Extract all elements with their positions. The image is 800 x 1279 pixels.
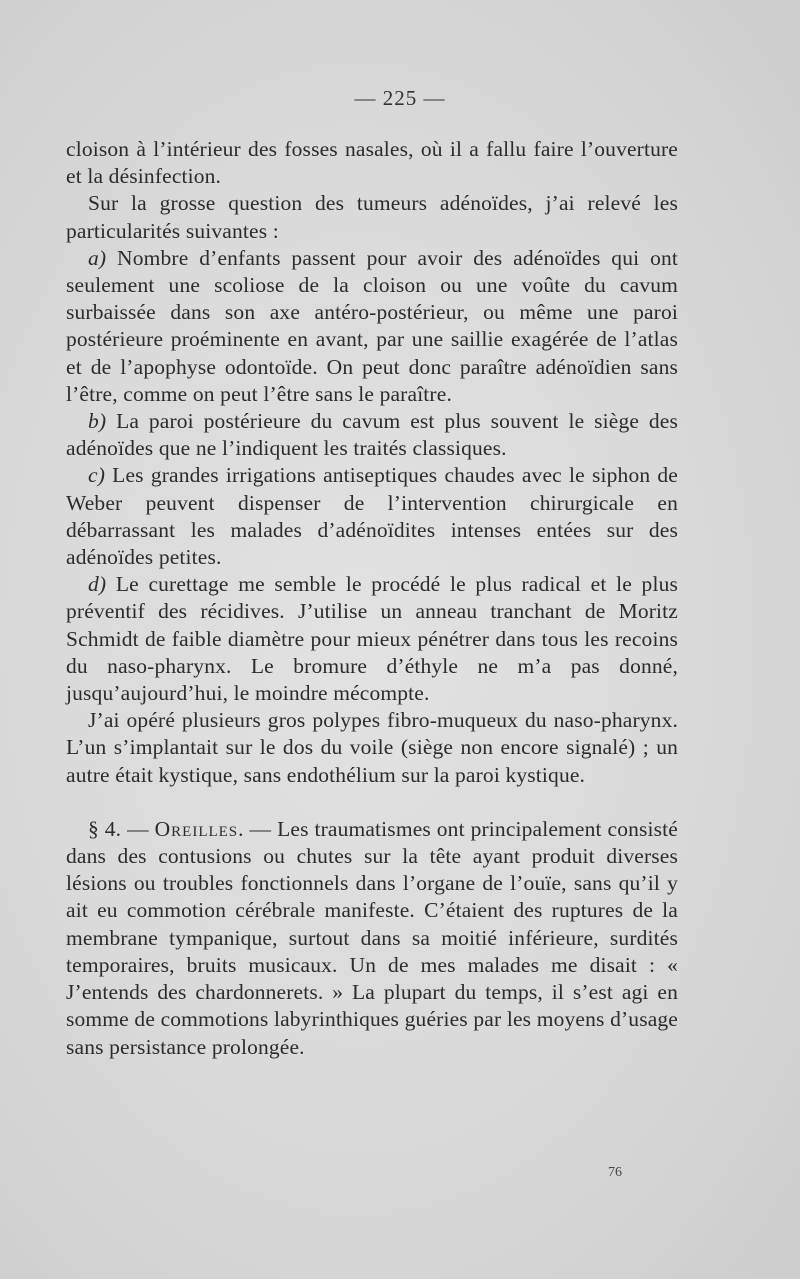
signature-mark: 76 — [608, 1165, 622, 1180]
list-marker: a) — [88, 245, 107, 270]
paragraph-text: Sur la grosse question des tumeurs adénoïdes, j’ai relevé les particularités suivantes : — [66, 191, 678, 243]
paragraph-adenoides-intro — [66, 190, 678, 244]
paragraph-continuation — [66, 136, 678, 190]
list-item-a — [66, 245, 678, 408]
section-oreilles — [66, 816, 678, 1061]
paragraph-text: Nombre d’enfants passent pour avoir des adénoïdes qui ont seulement une scoliose de la cloison ou une voûte du cavum surbaissée dans son axe antéro-postérieur, ou même une paroi postérieure proéminente en avant, par une saillie exagérée de l’atlas et de l’apophyse odontoïde. On peut donc paraître adénoïdien sans l’être, comme on peut l’être sans le paraître. — [66, 245, 678, 406]
paragraph-text: Le curettage me semble le procédé le plus radical et le plus préventif des récidives. J’utilise un anneau tranchant de Moritz Schmidt de faible diamètre pour mieux pénétrer dans tous les recoins du naso-pharynx. Le bromure d’éthyle ne m’a pas donné, jusqu’aujourd’hui, le moindre mécompte. — [66, 572, 678, 706]
paragraph-text: cloison à l’intérieur des fosses nasales, où il a fallu faire l’ouverture et la désinfection. — [66, 137, 678, 189]
section-number: § 4. — — [88, 816, 155, 841]
section-title: Oreilles — [154, 816, 239, 841]
list-item-b — [66, 408, 678, 462]
list-marker: c) — [88, 463, 106, 488]
list-marker: b) — [88, 409, 107, 434]
paragraph-text: Les grandes irrigations antiseptiques chaudes avec le siphon de Weber peuvent dispenser de l’intervention chirurgicale en débarrassant les malades d’adénoïdites intenses entées sur des adénoïdes petites. — [66, 463, 678, 570]
page-number: — 225 — — [354, 86, 446, 110]
section-gap — [66, 789, 678, 816]
section-text: . — Les traumatismes ont principalement consisté dans des contusions ou chutes sur la tête ayant produit diverses lésions ou troubles fonctionnels dans l’organe de l’ouïe, sans qu’il y ait eu commotion cérébrale manifeste. C’étaient des ruptures de la membrane tympanique, surtout dans sa moitié inférieure, surdités temporaires, bruits musicaux. Un de mes malades me disait : « J’entends des chardonnerets. » La plupart du temps, il s’est agi en somme de commotions labyrinthiques guéries par les moyens d’usage sans persistance prolongée. — [66, 816, 678, 1059]
list-item-c — [66, 462, 678, 571]
paragraph-polypes — [66, 707, 678, 789]
list-item-d — [66, 571, 678, 707]
paragraph-text: La paroi postérieure du cavum est plus souvent le siège des adénoïdes que ne l’indiquent les traités classiques. — [66, 409, 678, 461]
page-body — [66, 136, 678, 1061]
list-marker: d) — [88, 572, 107, 597]
paragraph-text: J’ai opéré plusieurs gros polypes fibro-muqueux du naso-pharynx. L’un s’implantait sur le dos du voile (siège non encore signalé) ; un autre était kystique, sans endothélium sur la paroi kystique. — [66, 708, 678, 787]
